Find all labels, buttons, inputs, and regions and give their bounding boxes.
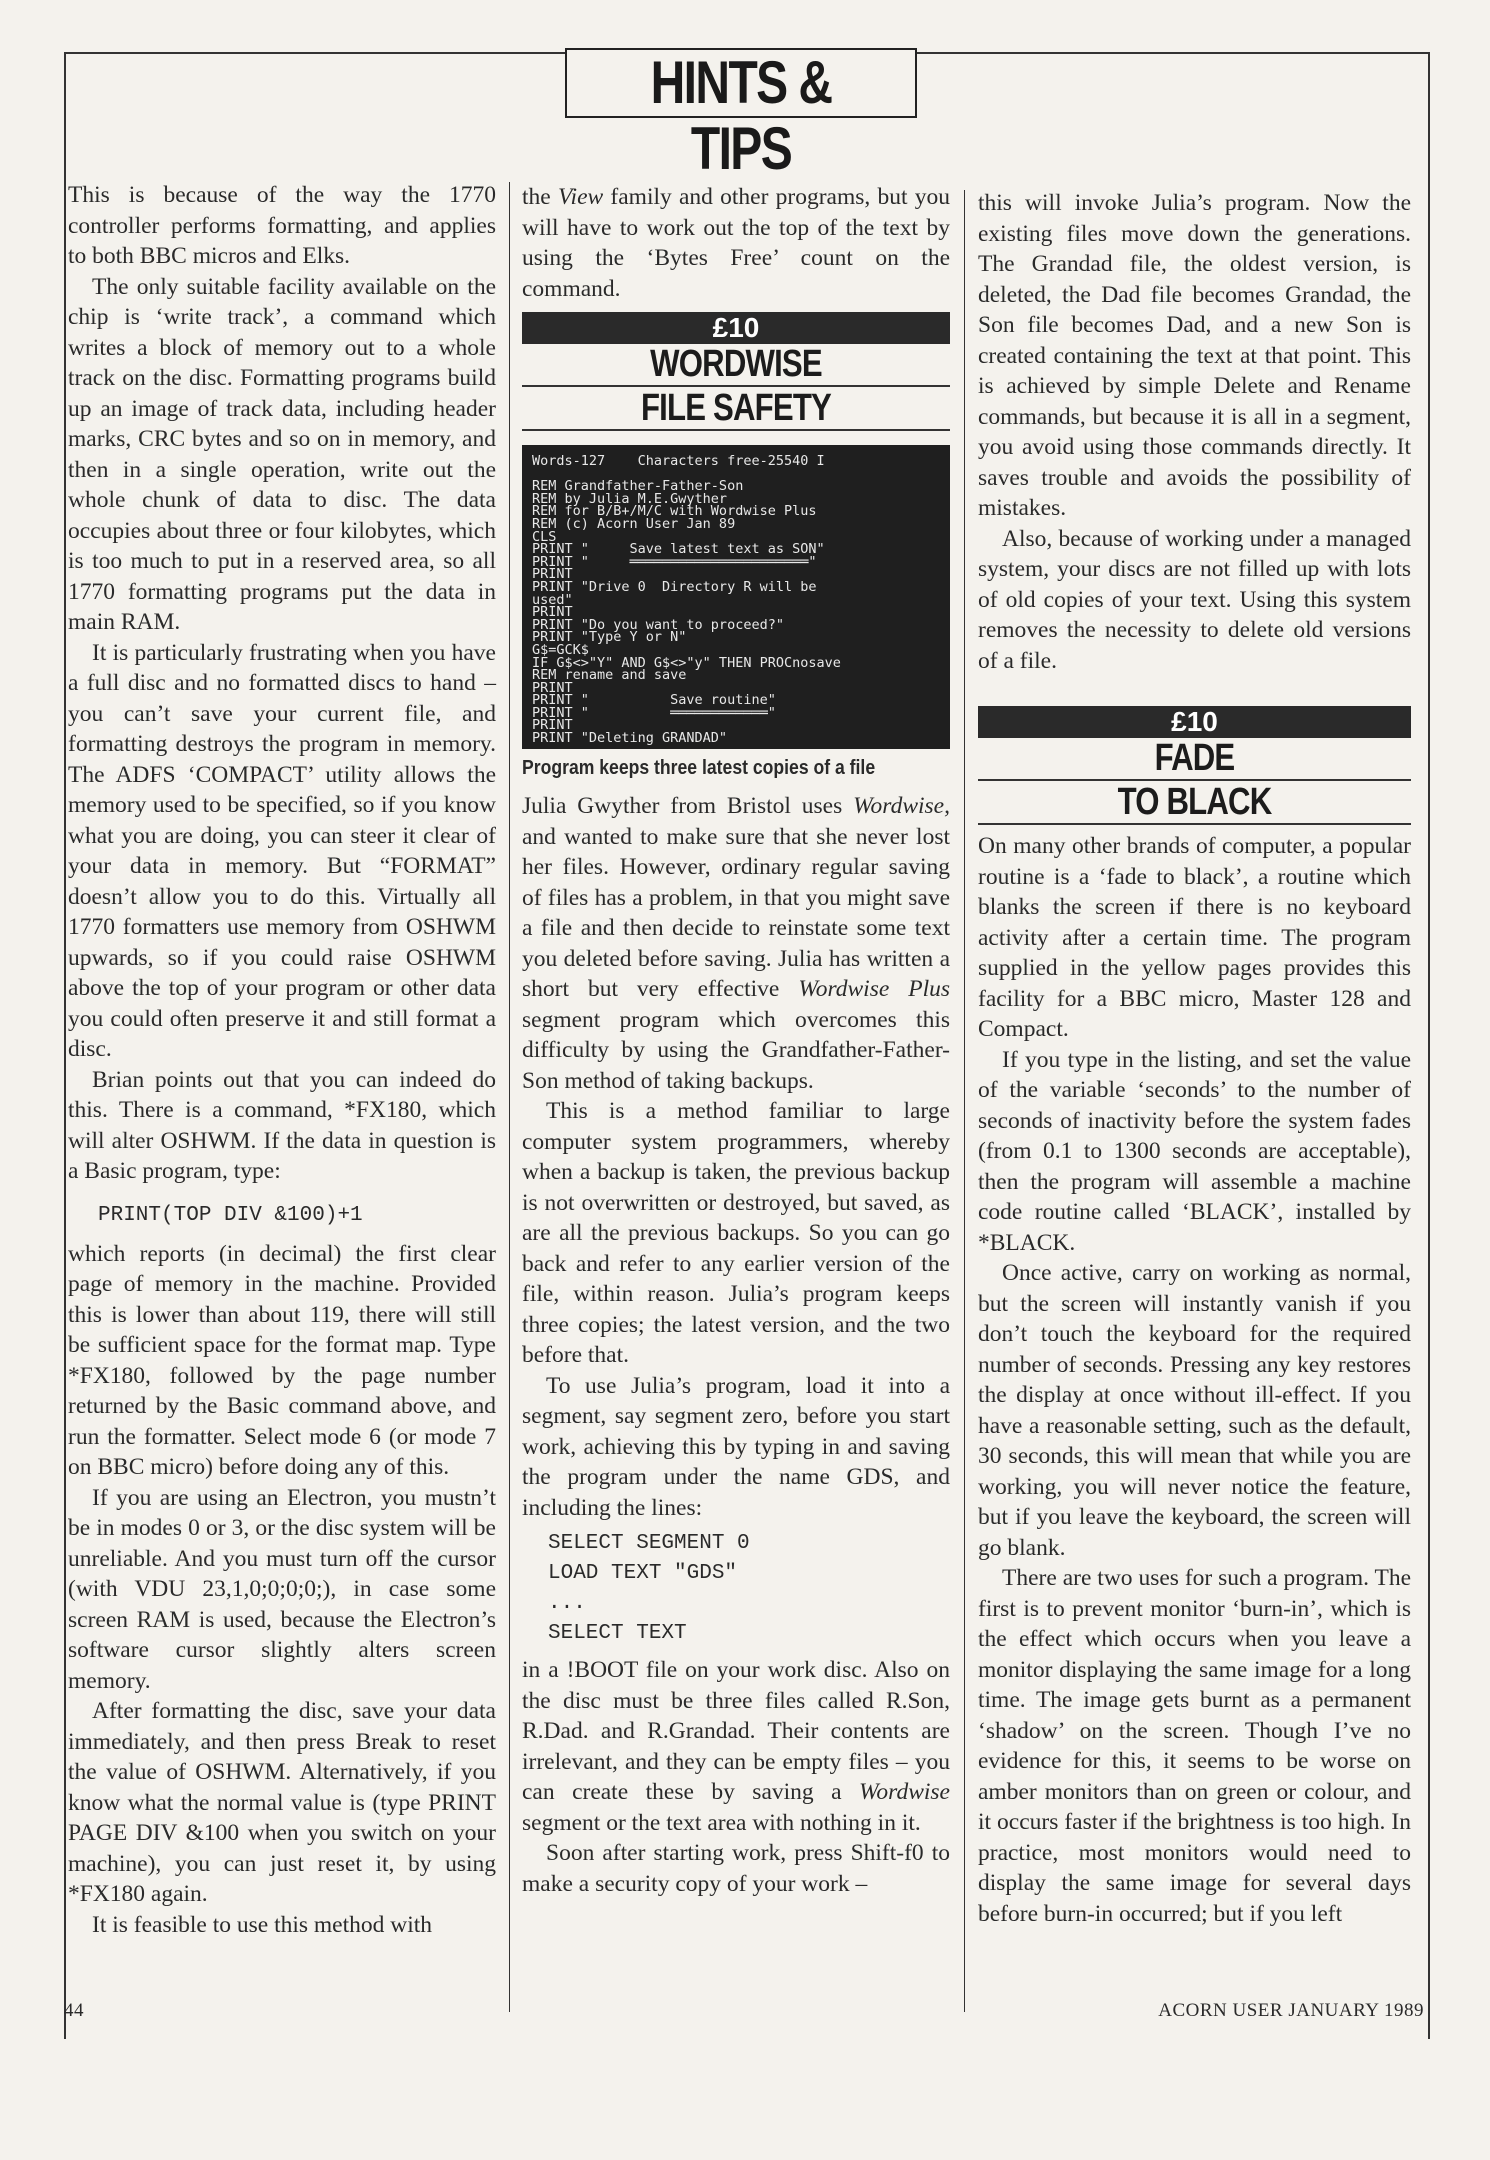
heading-rule [522,429,950,431]
paragraph: It is particularly frustrating when you have a full disc and no formatted discs to hand – you can’t save your current file, and formatting destroys the program in memory. The ADFS ‘COMPACT’ utility allows the memory used to be specified, so if you know what you are doing, you can steer it clear of your data in memory. But “FORMAT” doesn’t allow you to do this. Virtually all 1770 formatters use memory from OSHWM upwards, so if you could raise OSHWM above the top of your program or other data you could often preserve it and still format a disc. [68,639,496,1062]
italic-title: View [557,184,604,210]
paragraph: On many other brands of computer, a popular routine is a ‘fade to black’, a routine which blanks the screen if there is no keyboard activity after a certain time. The program supplied in the yellow pages provides this facility for a BBC micro, Master 128 and Compact. [978,833,1411,1042]
paragraph: If you type in the listing, and set the value of the variable ‘seconds’ to the number of seconds of inactivity before the system fades (from 0.1 to 1300 seconds are acceptable), then the program will assemble a machine code routine called ‘BLACK’, installed by *BLACK. [978,1046,1411,1256]
title-line: WORDWISE [650,343,822,385]
paragraph: After formatting the disc, save your data immediately, and then press Break to reset the value of OSHWM. Alternatively, if you know what the normal value is (type PRINT PAGE DIV &100 when you switch on your machine), you can just reset it, by using *FX180 again. [68,1698,496,1907]
paragraph: which reports (in decimal) the first clear page of memory in the machine. Provided this is lower than about 119, there will still be sufficient space for the format map. Type *FX180, followed by the page number returned by the Basic command above, and run the formatter. Select mode 6 (or mode 7 on BBC micro) before doing any of this. [68,1240,496,1480]
text-run: family and other programs, but you will have to work out the top of the text by using the ‘Bytes Free’ count on the command. [522,184,950,302]
article-heading-wordwise [522,312,950,431]
column-divider-right [964,190,965,2012]
text-run: in a !BOOT file on your work disc. Also on the disc must be three files called R.Son, R.Dad. and R.Grandad. Their contents are irrelevant, and they can be empty files – you can create these by saving a [522,1657,950,1805]
paragraph [522,182,950,304]
title-line: TO BLACK [1117,781,1272,823]
prize-badge: £10 [522,312,950,344]
paragraph [522,1655,950,1838]
text-run: segment or the text area with nothing in it. [522,1809,921,1836]
section-title [565,48,917,182]
article-title [978,738,1411,778]
section-title-text: HINTS & TIPS [650,49,832,182]
article-heading-fade [978,706,1411,825]
column-1 [68,180,496,1940]
paragraph: It is feasible to use this method with [92,1911,433,1938]
text-run: segment program which overcomes this difficulty by using the Grandfather-Father-Son method of taking backups. [522,1006,950,1094]
paragraph: this will invoke Julia’s program. Now the existing files move down the generations. The Grandad file, the oldest version, is deleted, the Dad file becomes Grandad, the Son file becomes Dad, and a new Son is created containing the text at that point. This is achieved by simple Delete and Rename commands, but because it is all in a segment, you avoid using those commands directly. It saves trouble and avoids the possibility of mistakes. [978,190,1411,521]
text-run: Julia Gwyther from Bristol uses [522,793,854,819]
italic-title: Wordwise, [853,793,950,819]
article-title [978,782,1411,822]
page-number: 44 [64,2000,84,2021]
paragraph: Once active, carry on working as normal, but the screen will instantly vanish if you don’t touch the keyboard for the required number of seconds. Pressing any key restores the display at once without ill-effect. If you have a reasonable setting, such as the default, 30 seconds, this will mean that while you are working, you will never notice the feature, but if you leave the keyboard, the screen will go blank. [978,1260,1411,1561]
paragraph: There are two uses for such a program. The first is to prevent monitor ‘burn-in’, which is the effect which occurs when you leave a monitor displaying the same image for a long time. The image gets burnt as a permanent ‘shadow’ on the screen. Though I’ve no evidence for this, it seems to be worse on amber monitors than on green or colour, and it occurs faster if the brightness is too high. In practice, most monitors would need to display the same image for several days before burn-in occurred; but if you left [978,1565,1411,1927]
column-2 [522,182,950,1899]
paragraph: To use Julia’s program, load it into a segment, say segment zero, before you start work, achieving this by typing in and saving the program under the name GDS, and including the lines: [522,1372,950,1521]
code-listing: SELECT SEGMENT 0 LOAD TEXT "GDS" ... SELECT TEXT [548,1532,750,1645]
issue-line: ACORN USER JANUARY 1989 [1158,2000,1424,2021]
code-listing: PRINT(TOP DIV &100)+1 [98,1203,363,1227]
paragraph: Brian points out that you can indeed do this. There is a command, *FX180, which will alter OSHWM. If the data in question is a Basic program, type: [68,1066,496,1184]
paragraph: This is because of the way the 1770 controller performs formatting, and applies to both BBC micros and Elks. [68,182,496,269]
column-3 [978,188,1411,1929]
text-run: and wanted to make sure that she never lost her files. However, ordinary regular saving of files has a problem, in that you might save a file and then decide to reinstate some text you deleted before saving. Julia has written a short but very effective [522,823,950,1002]
paragraph: Soon after starting work, press Shift-f0 to make a security copy of your work – [522,1840,950,1897]
title-line: FILE SAFETY [640,387,832,429]
italic-title: Wordwise Plus [798,976,951,1002]
paragraph [522,791,950,1096]
article-title [522,388,950,428]
heading-rule [978,823,1411,825]
paragraph: If you are using an Electron, you mustn’t be in modes 0 or 3, or the disc system will be unreliable. And you must turn off the cursor (with VDU 23,1,0;0;0;0;), in case some screen RAM is used, because the Electron’s software cursor slightly alters screen memory. [68,1484,496,1694]
paragraph: This is a method familiar to large computer system programmers, whereby when a backup is taken, the previous backup is not overwritten or destroyed, but saved, as are all the previous backups. So you can go back and refer to any earlier version of the file, within reason. Julia’s program keeps three copies; the latest version, and the two before that. [522,1098,950,1368]
prize-badge: £10 [978,706,1411,738]
figure-caption: Program keeps three latest copies of a file [522,757,876,779]
column-divider-left [509,182,510,2012]
article-title [522,344,950,384]
screenshot-listing: Words-127 Characters free-25540 I REM Grandfather-Father-Son REM by Julia M.E.Gwyther REM for B/B+/M/C with Wordwise Plus REM (c) Acorn User Jan 89 CLS PRINT " Save latest text as SON" PRINT " ══════════════════════" PRINT PRINT "Drive 0 Directory R will be used" PRINT PRINT "Do you want to proceed?" PRINT "Type Y or N" G$=GCK$ IF G$<>"Y" AND G$<>"y" THEN PROCnosave REM rename and save PRINT PRINT " Save routine" PRINT " ════════════" PRINT PRINT "Deleting GRANDAD" [522,445,950,749]
paragraph: Also, because of working under a managed system, your discs are not filled up with lots of old copies of your text. Using this system removes the necessity to delete old versions of a file. [978,525,1411,674]
text-run: the [522,184,558,210]
title-line: FADE [1154,737,1235,779]
paragraph: The only suitable facility available on the chip is ‘write track’, a command which writes a block of memory out to a whole track on the disc. Formatting programs build up an image of track data, including header marks, CRC bytes and so on in memory, and then in a single operation, write out the whole chunk of data to disc. The data occupies about three or four kilobytes, which is too much to put in a reserved area, so all 1770 formatting programs put the data in main RAM. [68,273,496,635]
italic-title: Wordwise [859,1779,950,1805]
